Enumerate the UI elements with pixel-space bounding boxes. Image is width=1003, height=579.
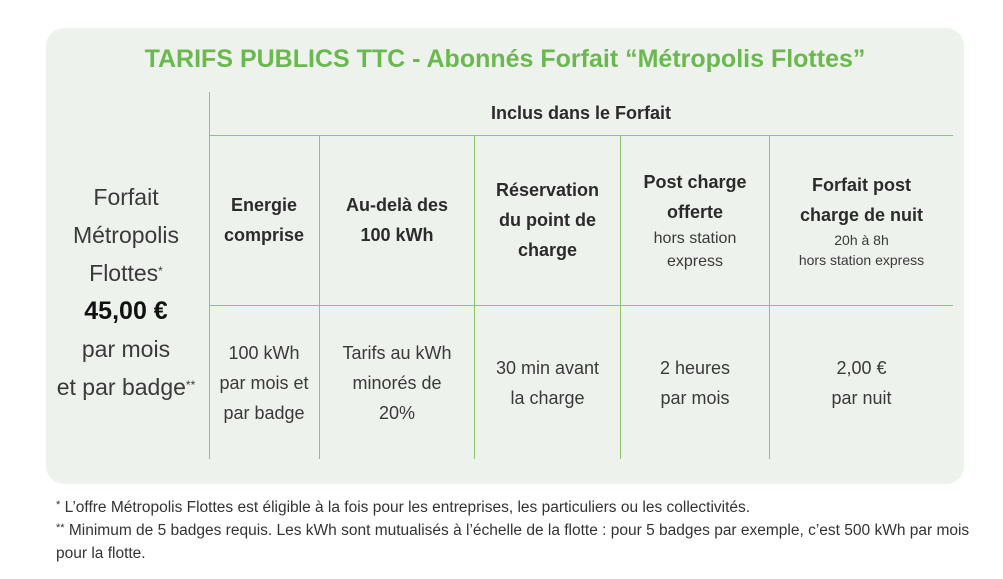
inclus-header: Inclus dans le Forfait — [490, 103, 672, 123]
col-header-forfait-nuit — [770, 136, 953, 304]
value-au-dela — [320, 306, 474, 459]
forfait-line1: Forfait — [93, 184, 159, 210]
col-header-au-dela — [320, 136, 474, 304]
value-post-charge — [621, 306, 769, 459]
forfait-price: 45,00 € — [84, 297, 168, 325]
value-text: Tarifs au kWh — [342, 342, 452, 363]
footnote-2: ** Minimum de 5 badges requis. Les kWh sont mutualisés à l’échelle de la flotte : pour 5 badges par exemple, c’est 500 kWh par mois pour la flotte. — [56, 522, 970, 562]
forfait-line3: Flottes* — [89, 260, 163, 286]
tarif-card — [46, 28, 964, 484]
value-text: la charge — [510, 387, 585, 408]
footnote-1: * L’offre Métropolis Flottes est éligible à la fois pour les entreprises, les particuliers ou les collectivités. — [56, 499, 751, 516]
value-text: 100 kWh — [228, 342, 300, 363]
col-header-text: du point de — [499, 210, 596, 230]
col-header-sub: hors station — [653, 230, 737, 247]
value-text: par badge — [223, 402, 305, 423]
col-header-text: charge de nuit — [799, 205, 924, 225]
forfait-line4: par mois — [81, 336, 171, 362]
col-header-text: Réservation — [495, 180, 600, 200]
col-header-text: Forfait post — [812, 175, 911, 195]
forfait-block — [46, 178, 206, 406]
value-text: 30 min avant — [495, 357, 600, 378]
col-header-text: Post charge — [643, 172, 747, 192]
value-reservation — [475, 306, 620, 459]
value-text: minorés de — [352, 372, 442, 393]
col-header-text: comprise — [223, 225, 305, 245]
card-title: TARIFS PUBLICS TTC - Abonnés Forfait “Métropolis Flottes” — [144, 45, 866, 73]
value-text: 20% — [378, 402, 416, 423]
value-text: par mois et — [219, 372, 309, 393]
col-header-sub: express — [666, 253, 724, 270]
col-header-reservation — [475, 136, 620, 304]
value-forfait-nuit — [770, 306, 953, 459]
col-header-text: 100 kWh — [360, 225, 434, 245]
forfait-line5: et par badge** — [56, 374, 196, 400]
footnotes — [56, 496, 976, 565]
col-header-post-charge — [621, 136, 769, 304]
col-header-text: Energie — [230, 195, 298, 215]
value-text: par nuit — [831, 387, 892, 408]
col-header-sub: hors station express — [798, 252, 925, 268]
col-header-sub: 20h à 8h — [834, 232, 889, 248]
col-header-text: offerte — [666, 202, 723, 222]
col-header-text: Au-delà des — [345, 195, 449, 215]
value-energie — [209, 306, 319, 459]
col-header-energie — [209, 136, 319, 304]
value-text: 2 heures — [659, 357, 731, 378]
col-header-text: charge — [517, 240, 578, 260]
forfait-line2: Métropolis — [72, 222, 180, 248]
value-text: 2,00 € — [836, 357, 887, 378]
value-text: par mois — [660, 387, 730, 408]
